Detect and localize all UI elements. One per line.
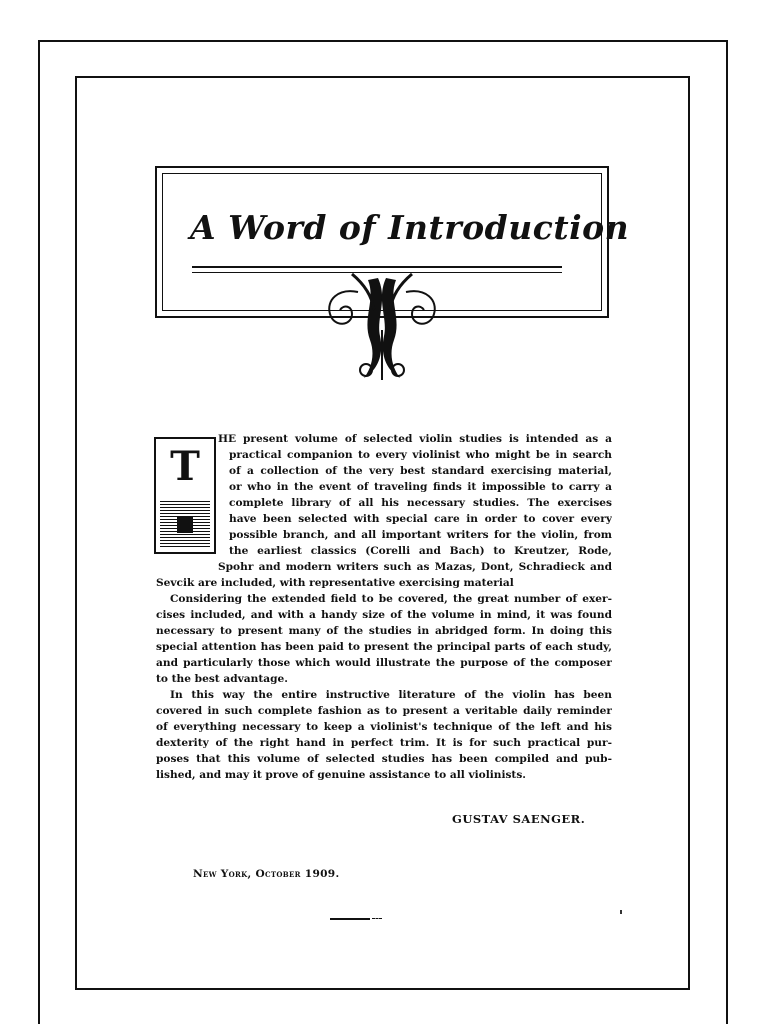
paragraph-line: cises included, and with a handy size of the volume in mind, it was found [156, 609, 612, 621]
paragraph-line: Considering the extended field to be covered, the great number of exer- [170, 593, 612, 605]
paragraph-line: have been selected with special care in order to cover every [229, 513, 612, 525]
page-title: A Word of Introduction [190, 208, 630, 247]
paragraph-line: lished, and may it prove of genuine assistance to all violinists. [156, 769, 526, 781]
print-speck [620, 910, 622, 914]
dateline: New York, October 1909. [193, 868, 340, 880]
paragraph-line: the earliest classics (Corelli and Bach) to Kreutzer, Rode, [229, 545, 612, 557]
paragraph-line: or who in the event of traveling finds it impossible to carry a [229, 481, 612, 493]
paragraph-line: In this way the entire instructive literature of the violin has been [170, 689, 612, 701]
paragraph-line: of everything necessary to keep a violinist's technique of the left and his [156, 721, 612, 733]
closing-rule [330, 918, 370, 920]
author-signature: GUSTAV SAENGER. [452, 812, 586, 826]
paragraph-line: covered in such complete fashion as to present a veritable daily reminder [156, 705, 612, 717]
paragraph-line: HE present volume of selected violin studies is intended as a [218, 433, 612, 445]
paragraph-line: practical companion to every violinist who might be in search [229, 449, 612, 461]
paragraph-line: Spohr and modern writers such as Mazas, Dont, Schradieck and [218, 561, 612, 573]
drop-cap-square [177, 517, 193, 533]
paragraph-line: complete library of all his necessary studies. The exercises [229, 497, 612, 509]
drop-cap-panel [160, 501, 210, 548]
scroll-ornament-icon [318, 270, 446, 386]
paragraph-line: and particularly those which would illustrate the purpose of the composer [156, 657, 612, 669]
heading-rule-thick [192, 266, 562, 268]
paragraph-line: Sevcik are included, with representative exercising material [156, 577, 514, 589]
paragraph-line: to the best advantage. [156, 673, 288, 685]
paragraph-line: dexterity of the right hand in perfect trim. It is for such practical pur- [156, 737, 612, 749]
drop-cap-letter: T [170, 443, 200, 490]
paragraph-line: of a collection of the very best standard exercising material, [229, 465, 612, 477]
paragraph-line: special attention has been paid to present the principal parts of each study, [156, 641, 612, 653]
closing-rule-tail [372, 918, 382, 919]
paragraph-line: poses that this volume of selected studies has been compiled and pub- [156, 753, 612, 765]
paragraph-line: necessary to present many of the studies in abridged form. In doing this [156, 625, 612, 637]
paragraph-line: possible branch, and all important writers for the violin, from [229, 529, 612, 541]
drop-cap-box [154, 437, 216, 554]
